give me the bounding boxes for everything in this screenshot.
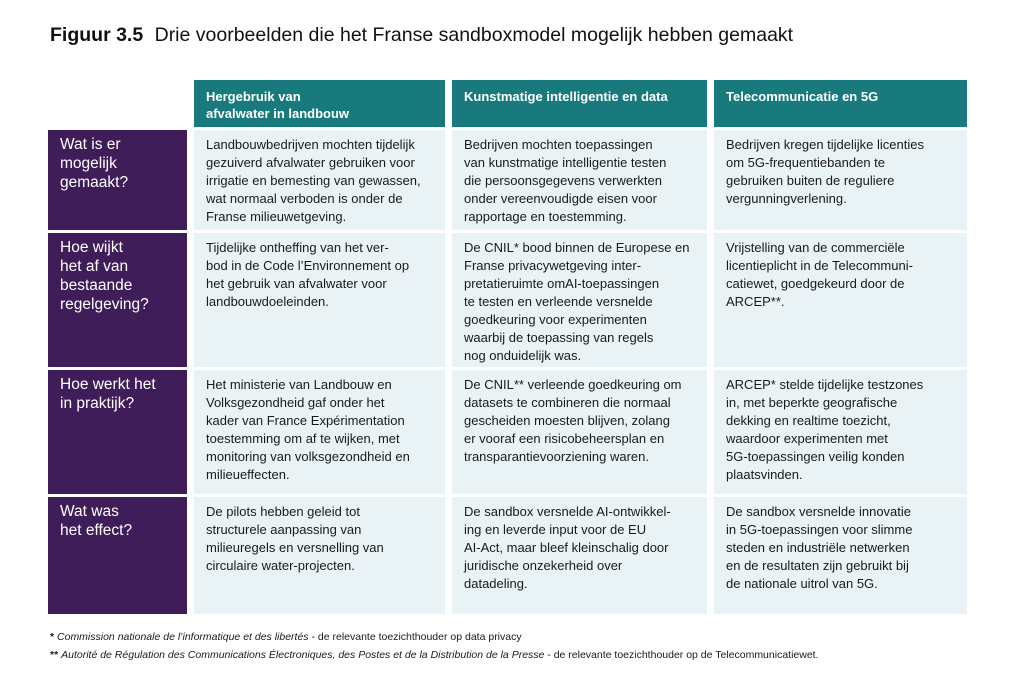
- footnote-arcep: [50, 646, 819, 664]
- row-header-praktijk: Hoe werkt het in praktijk?: [48, 370, 187, 494]
- figure-title: [50, 24, 793, 47]
- row-header-mogelijk: Wat is er mogelijk gemaakt?: [48, 130, 187, 230]
- table-cell: Tijdelijke ontheffing van het ver- bod in de Code l’Environnement op het gebruik van afvalwater voor landbouwdoeleinden.: [194, 233, 445, 367]
- table-cell: Bedrijven mochten toepassingen van kunstmatige intelligentie testen die persoonsgegevens verwerkten onder vereenvoudigde eisen voor rapportage en toestemming.: [452, 130, 707, 230]
- table-cell: De pilots hebben geleid tot structurele aanpassing van milieuregels en versnelling van circulaire water-projecten.: [194, 497, 445, 614]
- table-cell: De CNIL** verleende goedkeuring om datasets te combineren die normaal gescheiden moesten blijven, zolang er vooraf een risicobeheersplan en transparantievoorziening waren.: [452, 370, 707, 494]
- footnote-text: - de relevante toezichthouder op de Telecommunicatiewet.: [544, 649, 819, 661]
- column-header-telecom-5g: Telecommunicatie en 5G: [714, 80, 967, 127]
- footnote-text: - de relevante toezichthouder op data privacy: [308, 631, 522, 643]
- footnote-cnil: [50, 628, 819, 646]
- footnote-mark: *: [50, 631, 55, 643]
- footnote-italic: Autorité de Régulation des Communications Électroniques, des Postes et de la Distribution de la Presse: [61, 649, 545, 661]
- column-header-afvalwater: Hergebruik van afvalwater in landbouw: [194, 80, 445, 127]
- table-cell: De sandbox versnelde AI-ontwikkel- ing en leverde input voor de EU AI-Act, maar bleef kleinschalig door juridische onzekerheid over datadeling.: [452, 497, 707, 614]
- figure-caption: Drie voorbeelden die het Franse sandboxmodel mogelijk hebben gemaakt: [154, 24, 794, 46]
- table-cell: Landbouwbedrijven mochten tijdelijk gezuiverd afvalwater gebruiken voor irrigatie en bemesting van gewassen, wat normaal verboden is onder de Franse milieuwetgeving.: [194, 130, 445, 230]
- table-cell: Vrijstelling van de commerciële licentieplicht in de Telecommuni- catiewet, goedgekeurd door de ARCEP**.: [714, 233, 967, 367]
- table-cell: Het ministerie van Landbouw en Volksgezondheid gaf onder het kader van France Expérimentation toestemming om af te wijken, met monitoring van volksgezondheid en milieueffecten.: [194, 370, 445, 494]
- table-cell: De CNIL* bood binnen de Europese en Franse privacywetgeving inter- pretatieruimte omAI-toepassingen te testen en verleende versnelde goedkeuring voor experimenten waarbij de toepassing van regels nog onduidelijk was.: [452, 233, 707, 367]
- figure-number: Figuur 3.5: [50, 24, 144, 46]
- column-header-ai-data: Kunstmatige intelligentie en data: [452, 80, 707, 127]
- table-cell: De sandbox versnelde innovatie in 5G-toepassingen voor slimme steden en industriële netwerken en de resultaten zijn gebruikt bij de nationale uitrol van 5G.: [714, 497, 967, 614]
- table-corner: [48, 80, 187, 127]
- table-cell: Bedrijven kregen tijdelijke licenties om 5G-frequentiebanden te gebruiken buiten de reguliere vergunningverlening.: [714, 130, 967, 230]
- comparison-table: [48, 80, 968, 614]
- footnotes: [50, 628, 819, 664]
- footnote-mark: **: [50, 649, 59, 661]
- row-header-effect: Wat was het effect?: [48, 497, 187, 614]
- row-header-afwijking: Hoe wijkt het af van bestaande regelgeving?: [48, 233, 187, 367]
- table-cell: ARCEP* stelde tijdelijke testzones in, met beperkte geografische dekking en realtime toezicht, waardoor experimenten met 5G-toepassingen veilig konden plaatsvinden.: [714, 370, 967, 494]
- footnote-italic: Commission nationale de l’informatique et des libertés: [57, 631, 309, 643]
